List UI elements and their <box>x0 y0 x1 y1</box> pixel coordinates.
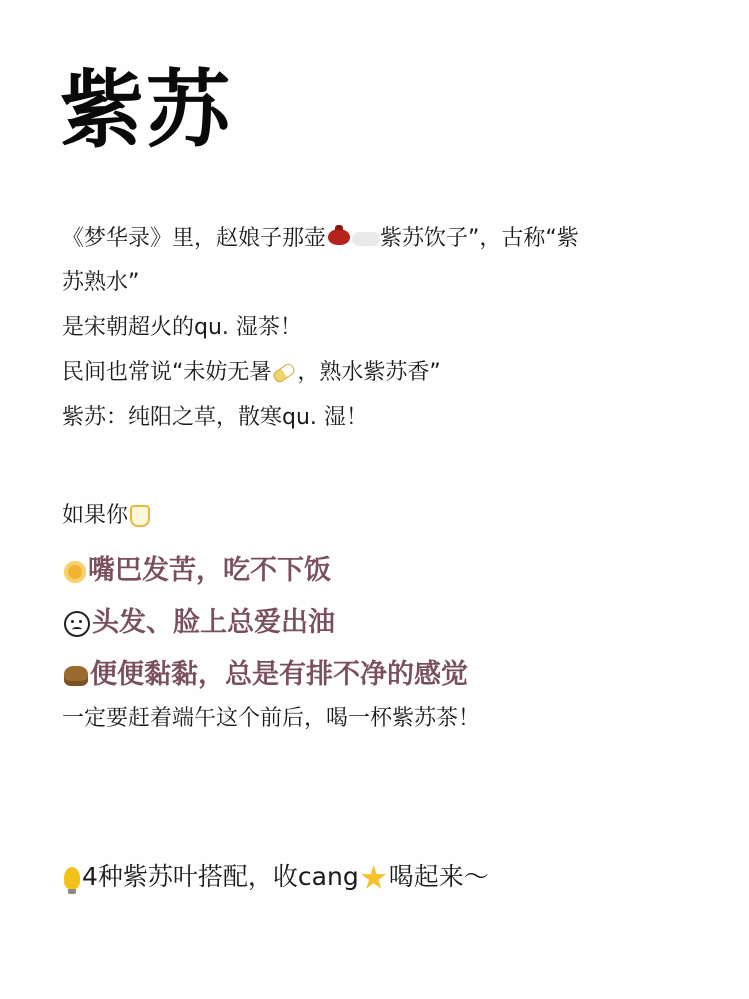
tip-line <box>62 857 489 893</box>
intro-line-2: 苏熟水” <box>62 270 140 295</box>
intro-line-4 <box>62 360 441 386</box>
tip-text-b: 喝起来～ <box>388 862 489 891</box>
intro-line-3: 是宋朝超火的qu. 湿茶！ <box>62 315 302 340</box>
symptom-item <box>62 600 335 639</box>
intro-line-5: 紫苏：纯阳之草，散寒qu. 湿！ <box>62 405 368 430</box>
lightbulb-icon <box>64 867 80 889</box>
page-title: 紫苏 <box>60 61 233 159</box>
plate-icon <box>64 561 86 583</box>
symptom-text: 头发、脸上总爱出油 <box>92 607 335 638</box>
star-icon <box>361 865 387 891</box>
worried-face-icon <box>64 611 90 637</box>
pointing-hand-icon <box>130 505 150 527</box>
intro-line-4-text-a: 民间也常说“未妨无暑 <box>62 360 272 385</box>
symptom-text: 便便黏黏，总是有排不净的感觉 <box>90 659 468 690</box>
symptom-item <box>62 548 331 587</box>
symptoms-lead <box>62 503 152 529</box>
symptoms-lead-text: 如果你 <box>62 503 129 528</box>
poop-icon <box>64 666 88 686</box>
intro-line-1 <box>62 226 579 252</box>
intro-line-1-text-b: 紫苏饮子”，古称“紫 <box>380 226 579 251</box>
blurred-emoji <box>352 232 380 246</box>
symptom-item <box>62 652 468 691</box>
pill-icon <box>272 362 297 384</box>
tip-text-a: 4种紫苏叶搭配，收cang <box>82 862 359 891</box>
symptom-text: 嘴巴发苦，吃不下饭 <box>88 555 331 586</box>
conclusion-line: 一定要赶着端午这个前后，喝一杯紫苏茶！ <box>62 706 481 731</box>
intro-line-4-text-b: ，熟水紫苏香” <box>297 360 441 385</box>
intro-line-1-text-a: 《梦华录》里，赵娘子那壶 <box>62 226 327 251</box>
teapot-icon <box>328 229 350 245</box>
